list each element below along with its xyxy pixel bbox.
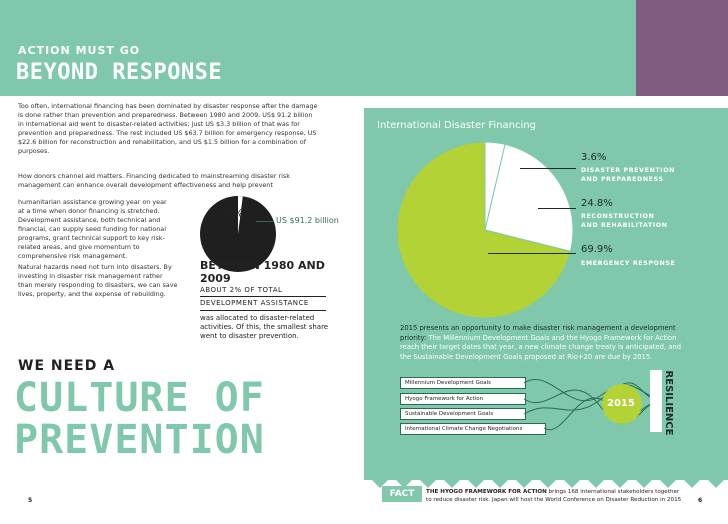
label-emergency-1: EMERGENCY RESPONSE <box>581 260 676 267</box>
culture-heading-line-1: CULTURE OF <box>14 375 265 421</box>
resilience-banner <box>656 360 674 446</box>
fact-tag: FACT <box>382 486 422 502</box>
timeline-row: Sustainable Development Goals <box>400 408 526 420</box>
timeline-row: Hyogo Framework for Action <box>400 393 526 405</box>
timeline-row: International Climate Change Negotiations <box>400 423 546 435</box>
leader-reconstruction <box>538 208 576 209</box>
panel-zigzag-edge <box>364 464 728 488</box>
fact-rest: brings 168 international stakeholders together to reduce disaster risk. Japan will host the World Conference on Disaster Reduction in 2015 <box>426 489 682 503</box>
culture-heading-line-2: PREVENTION <box>14 417 265 463</box>
label-prevention-1: DISASTER PREVENTION <box>581 167 676 174</box>
opportunity-rest: The Millennium Development Goals and the Hyogo Framework for Action reach their target dates that year, a new climate change treaty is anticipated, and the Sustainable Development Goals proposed at Rio+20 are due by 2015. <box>400 333 682 361</box>
page-number-left: 5 <box>28 497 33 504</box>
small-pie-percent: 2% <box>226 207 244 220</box>
hazards-paragraph: Natural hazards need not turn into disasters. By investing in disaster risk management rather than merely responding to disasters, we can save lives, property, and the expense of rebuilding. <box>18 263 178 298</box>
about-line-2: DEVELOPMENT ASSISTANCE <box>200 299 309 307</box>
opportunity-lead: 2015 presents an opportunity to make disaster risk management a development priority: <box>400 324 676 342</box>
label-reconstruction-2: AND REHABILITATION <box>581 222 668 229</box>
year-2015-label: 2015 <box>607 398 635 409</box>
pct-reconstruction: 24.8% <box>581 198 613 209</box>
fact-lead: THE HYOGO FRAMEWORK FOR ACTION <box>426 489 547 495</box>
label-reconstruction-1: RECONSTRUCTION <box>581 213 655 220</box>
we-need-heading: WE NEED A <box>18 358 116 374</box>
pct-emergency: 69.9% <box>581 244 613 255</box>
pct-prevention: 3.6% <box>581 152 607 163</box>
financing-pie-chart <box>395 140 575 320</box>
donor-paragraph-start: How donors channel aid matters. Financing dedicated to mainstreaming disaster risk management can enhance overall development effectiveness and help prevent <box>18 172 290 189</box>
divider <box>200 296 326 297</box>
divider <box>200 310 326 311</box>
kicker: ACTION MUST GO <box>18 44 141 57</box>
label-prevention-2: AND PREPAREDNESS <box>581 176 664 183</box>
chart-title: International Disaster Financing <box>377 120 536 131</box>
timeline-converging-lines <box>510 356 662 446</box>
page-title: BEYOND RESPONSE <box>16 60 223 85</box>
leader-prevention <box>520 168 576 169</box>
header-accent-band <box>636 0 728 96</box>
between-heading: BETWEEN 1980 AND 2009 <box>200 259 325 285</box>
resilience-label: RESILIENCE <box>663 370 674 436</box>
timeline-row: Millennium Development Goals <box>400 377 526 389</box>
about-line-1: ABOUT 2% OF TOTAL <box>200 286 283 294</box>
small-pie-amount: US $91.2 billion <box>276 216 339 225</box>
page-number-right: 6 <box>698 497 703 504</box>
leader-emergency <box>488 253 576 254</box>
allocation-text: was allocated to disaster-related activities. Of this, the smallest share went to disaster prevention. <box>200 314 329 340</box>
intro-paragraph: Too often, international financing has been dominated by disaster response after the damage is done rather than prevention and preparedness. Between 1980 and 2009, US$ 91.2 billion in international aid went to disaster-related activities; just US $3.3 billion of that was for prevention and preparedness. The rest included US $63.7 billion for emergency response, US $22.6 billion for reconstruction and rehabilitation, and US $1.5 billion for a combination of purposes. <box>18 102 318 155</box>
small-pie-leader <box>256 221 274 222</box>
fact-text <box>426 488 686 504</box>
donor-paragraph-continued: humanitarian assistance growing year on year at a time when donor financing is stretched. Development assistance, both technical and financial, can supply seed funding for national programs, grant technical support to key risk-related areas, and give momentum to comprehensive risk management. <box>18 198 167 260</box>
